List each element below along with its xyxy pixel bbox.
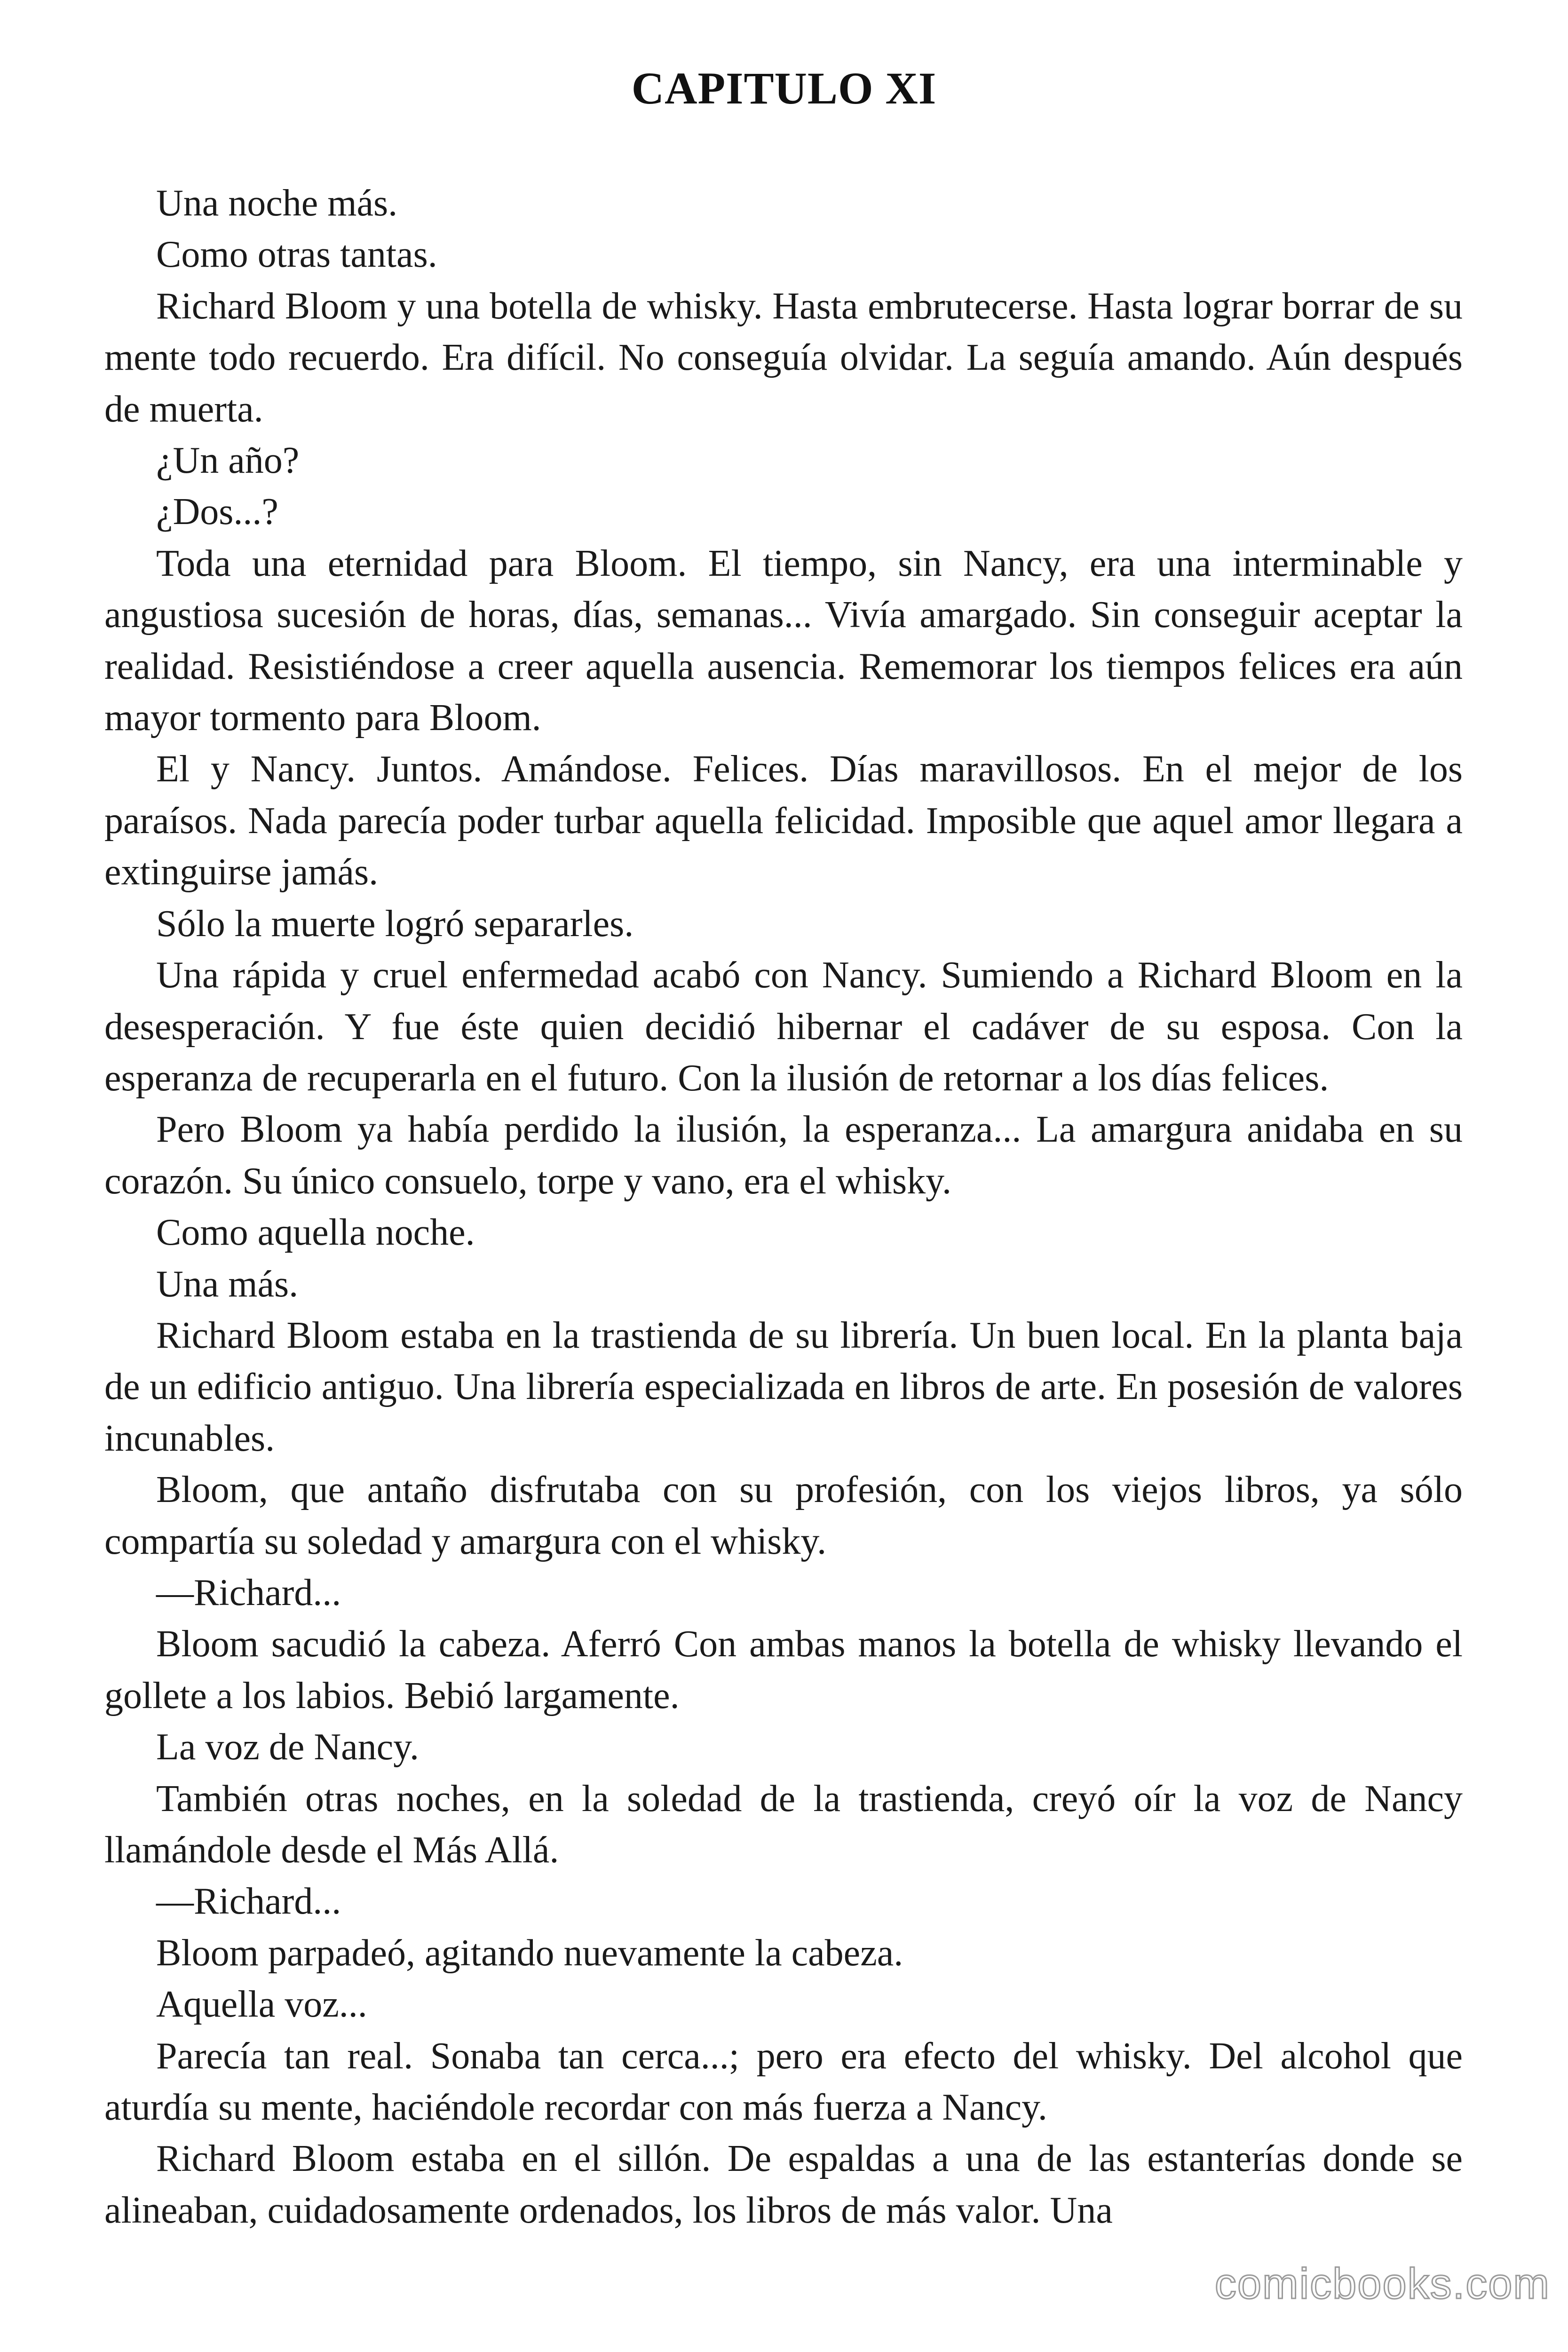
paragraph: Una más. [156, 1263, 299, 1305]
paragraph: ¿Un año? [156, 440, 300, 482]
paragraph: Aquella voz... [156, 1984, 367, 2026]
paragraph: Parecía tan real. Sonaba tan cerca...; pero era efecto del whisky. Del alcohol que aturdía su mente, haciéndole recordar con más fuerza a Nancy. [104, 2035, 1463, 2129]
chapter-title: CAPITULO XI [631, 63, 937, 113]
paragraph: Richard Bloom estaba en la trastienda de su librería. Un buen local. En la planta baja de un edificio antiguo. Una librería especializada en libros de arte. En posesión de valores incunables. [104, 1314, 1463, 1459]
paragraph: Pero Bloom ya había perdido la ilusión, la esperanza... La amargura anidaba en su corazón. Su único consuelo, torpe y vano, era el whisky. [104, 1109, 1463, 1202]
paragraph: También otras noches, en la soledad de la trastienda, creyó oír la voz de Nancy llamándole desde el Más Allá. [104, 1778, 1463, 1871]
paragraph: Toda una eternidad para Bloom. El tiempo, sin Nancy, era una interminable y angustiosa sucesión de horas, días, semanas... Vivía amargado. Sin conseguir aceptar la realidad. Resistiéndose a creer aquella ausencia. Rememorar los tiempos felices era aún mayor tormento para Bloom. [104, 542, 1463, 739]
paragraph: La voz de Nancy. [156, 1726, 419, 1768]
paragraph: Una rápida y cruel enfermedad acabó con Nancy. Sumiendo a Richard Bloom en la desesperación. Y fue éste quien decidió hibernar el cadáver de su esposa. Con la esperanza de recuperarla en el futuro. Con la ilusión de retornar a los días felices. [104, 954, 1463, 1099]
paragraph: Como otras tantas. [156, 234, 437, 276]
paragraph: Bloom parpadeó, agitando nuevamente la cabeza. [156, 1932, 903, 1974]
watermark: comicbooks.com [1214, 2260, 1550, 2308]
paragraph: Bloom sacudió la cabeza. Aferró Con ambas manos la botella de whisky llevando el gollete a los labios. Bebió largamente. [104, 1623, 1463, 1716]
paragraph: Una noche más. [156, 183, 398, 224]
paragraph: ¿Dos...? [156, 491, 278, 533]
paragraph: Richard Bloom y una botella de whisky. Hasta embrutecerse. Hasta lograr borrar de su mente todo recuerdo. Era difícil. No conseguía olvidar. La seguía amando. Aún después de muerta. [104, 285, 1463, 430]
paragraph: Richard Bloom estaba en el sillón. De espaldas a una de las estanterías donde se alineaban, cuidadosamente ordenados, los libros de más valor. Una [104, 2138, 1463, 2231]
dialogue-line: —Richard... [156, 1881, 341, 1923]
paragraph: El y Nancy. Juntos. Amándose. Felices. Días maravillosos. En el mejor de los paraísos. Nada parecía poder turbar aquella felicidad. Imposible que aquel amor llegara a extinguirse jamás. [104, 748, 1463, 893]
paragraph: Como aquella noche. [156, 1212, 475, 1254]
chapter-body [104, 178, 1463, 2236]
paragraph: Sólo la muerte logró separarles. [156, 903, 634, 945]
dialogue-line: —Richard... [156, 1572, 341, 1613]
paragraph: Bloom, que antaño disfrutaba con su profesión, con los viejos libros, ya sólo compartía su soledad y amargura con el whisky. [104, 1469, 1463, 1562]
